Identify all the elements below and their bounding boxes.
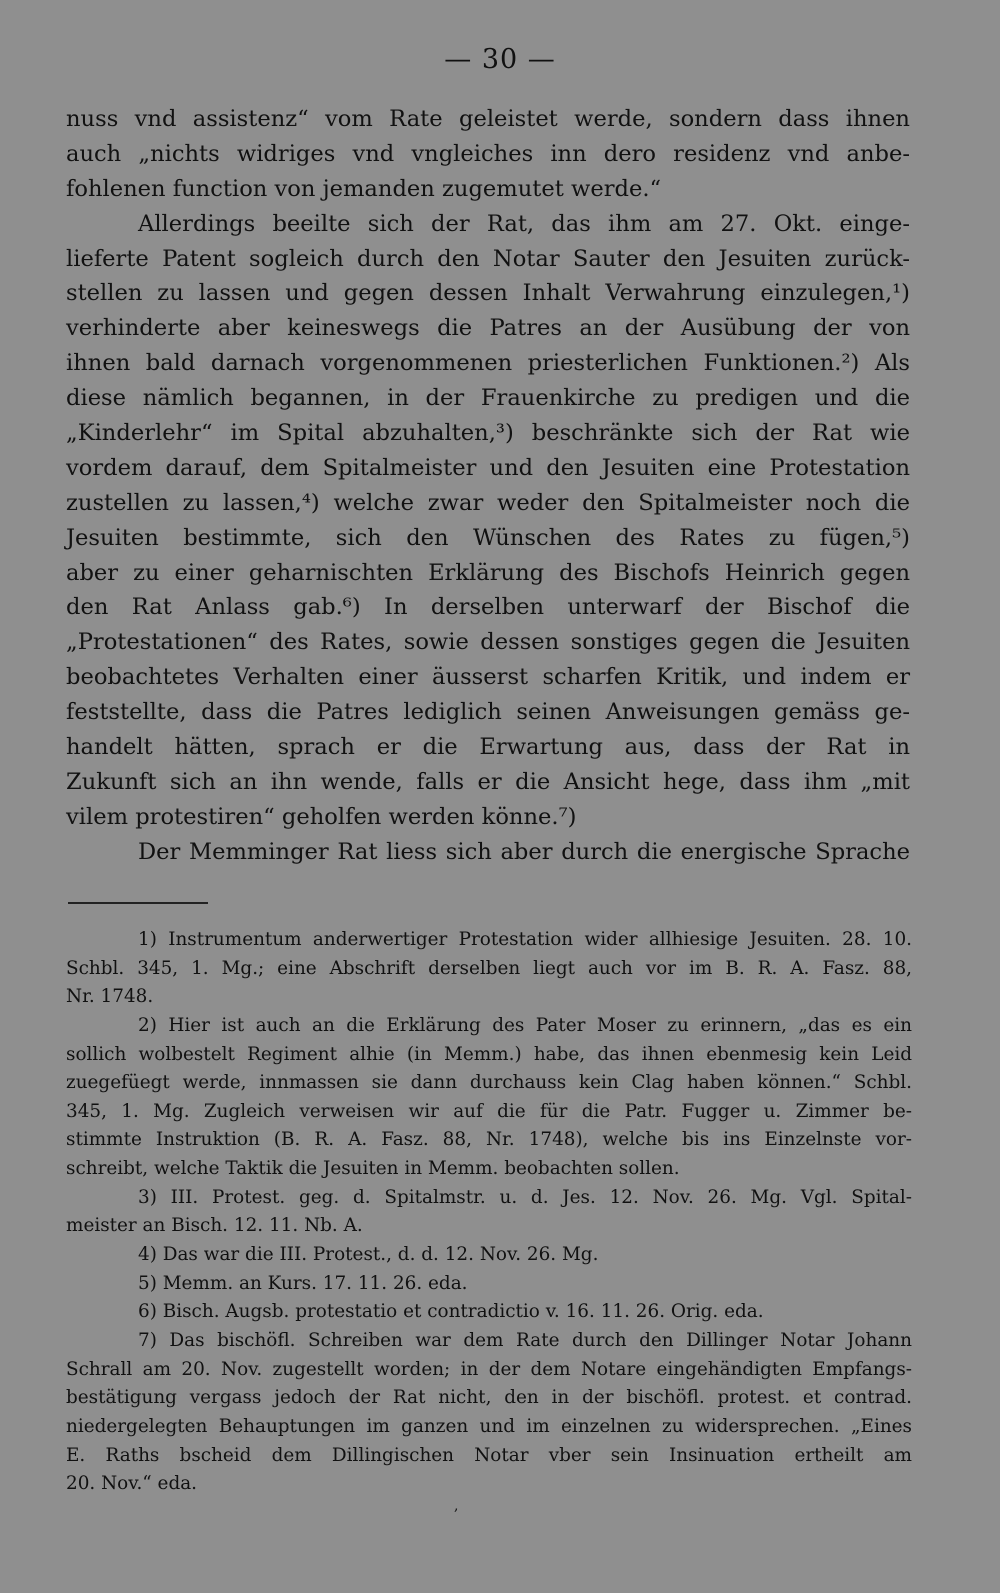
footnote-line: 1) Instrumentum anderwertiger Protestation wider allhiesige Jesuiten. 28. 10. <box>138 929 912 950</box>
text-line: Zukunft sich an ihn wende, falls er die Ansicht hege, dass ihm „mit <box>66 768 910 795</box>
footnote-line: schreibt, welche Taktik die Jesuiten in Memm. beobachten sollen. <box>66 1158 680 1180</box>
text-line: diese nämlich begannen, in der Frauenkirche zu predigen und die <box>66 385 910 412</box>
footnote-line: 7) Das bischöfl. Schreiben war dem Rate durch den Dillinger Notar Johann <box>138 1329 912 1351</box>
text-line: vilem protestiren“ geholfen werden könne.⁷) <box>66 803 577 830</box>
text-line: vordem darauf, dem Spitalmeister und den Jesuiten eine Protestation <box>66 454 910 481</box>
text-line: ihnen bald darnach vorgenommenen priesterlichen Funktionen.²) Als <box>66 350 910 377</box>
footnote-line: 3) III. Protest. geg. d. Spitalmstr. u. d. Jes. 12. Nov. 26. Mg. Vgl. Spital- <box>138 1186 912 1208</box>
footnote-line: bestätigung vergass jedoch der Rat nicht, den in der bischöfl. protest. et contrad. <box>66 1387 912 1409</box>
footnote-line: niedergelegten Behauptungen im ganzen und im einzelnen zu widersprechen. „Eines <box>66 1415 912 1437</box>
footnote-line: 2) Hier ist auch an die Erklärung des Pater Moser zu erinnern, „das es ein <box>138 1014 912 1036</box>
footnote-line: 4) Das war die III. Protest., d. d. 12. Nov. 26. Mg. <box>138 1244 599 1266</box>
text-line: zustellen zu lassen,⁴) welche zwar weder den Spitalmeister noch die <box>66 489 910 516</box>
text-line: aber zu einer geharnischten Erklärung des Bischofs Heinrich gegen <box>66 559 910 586</box>
footnote-line: 20. Nov.“ eda. <box>66 1473 198 1495</box>
text-line: Allerdings beeilte sich der Rat, das ihm am 27. Okt. einge- <box>138 210 910 237</box>
footnote-line: zuegefüegt werde, innmassen sie dann durchauss kein Clag haben können.“ Schbl. <box>66 1072 912 1094</box>
print-speck: , <box>454 1498 459 1514</box>
text-line: „Kinderlehr“ im Spital abzuhalten,³) beschränkte sich der Rat wie <box>66 420 910 447</box>
page-number: — 30 — <box>444 44 556 75</box>
footnote-line: 5) Memm. an Kurs. 17. 11. 26. eda. <box>138 1272 468 1294</box>
text-line: feststellte, dass die Patres lediglich seinen Anweisungen gemäss ge- <box>66 699 910 726</box>
text-line: beobachtetes Verhalten einer äusserst scharfen Kritik, und indem er <box>66 664 910 691</box>
text-line: lieferte Patent sogleich durch den Notar Sauter den Jesuiten zurück- <box>66 245 910 272</box>
text-line: Der Memminger Rat liess sich aber durch die energische Sprache <box>138 838 910 865</box>
main-text <box>66 102 910 870</box>
footnote-line: E. Raths bscheid dem Dillingischen Notar vber sein Insinuation ertheilt am <box>66 1444 912 1466</box>
footnote-line: stimmte Instruktion (B. R. A. Fasz. 88, Nr. 1748), welche bis ins Einzelnste vor- <box>66 1129 912 1151</box>
footnote-line: 6) Bisch. Augsb. protestatio et contradictio v. 16. 11. 26. Orig. eda. <box>138 1301 764 1323</box>
text-line: verhinderte aber keineswegs die Patres an der Ausübung der von <box>66 315 910 342</box>
footnote-line: 345, 1. Mg. Zugleich verweisen wir auf die für die Patr. Fugger u. Zimmer be- <box>66 1100 912 1122</box>
footnote-line: Schbl. 345, 1. Mg.; eine Abschrift derselben liegt auch vor im B. R. A. Fasz. 88, <box>66 957 912 979</box>
footnote-line: meister an Bisch. 12. 11. Nb. A. <box>66 1215 363 1237</box>
footnote-line: Nr. 1748. <box>66 986 154 1008</box>
footnote-separator <box>68 902 208 904</box>
text-line: nuss vnd assistenz“ vom Rate geleistet werde, sondern dass ihnen <box>66 106 910 132</box>
footnote-line: sollich wolbestelt Regiment alhie (in Memm.) habe, das ihnen ebenmesig kein Leid <box>66 1043 912 1065</box>
footnote-line: Schrall am 20. Nov. zugestellt worden; in der dem Notare eingehändigten Empfangs- <box>66 1358 912 1380</box>
text-line: „Protestationen“ des Rates, sowie dessen sonstiges gegen die Jesuiten <box>66 629 910 656</box>
text-line: Jesuiten bestimmte, sich den Wünschen des Rates zu fügen,⁵) <box>66 524 910 551</box>
text-line: handelt hätten, sprach er die Erwartung aus, dass der Rat in <box>66 734 910 761</box>
footnotes <box>66 926 912 1499</box>
text-line: fohlenen function von jemanden zugemutet werde.“ <box>66 175 662 202</box>
text-line: den Rat Anlass gab.⁶) In derselben unterwarf der Bischof die <box>66 594 910 621</box>
text-line: stellen zu lassen und gegen dessen Inhalt Verwahrung einzulegen,¹) <box>66 280 910 307</box>
text-line: auch „nichts widriges vnd vngleiches inn dero residenz vnd anbe- <box>66 140 910 167</box>
